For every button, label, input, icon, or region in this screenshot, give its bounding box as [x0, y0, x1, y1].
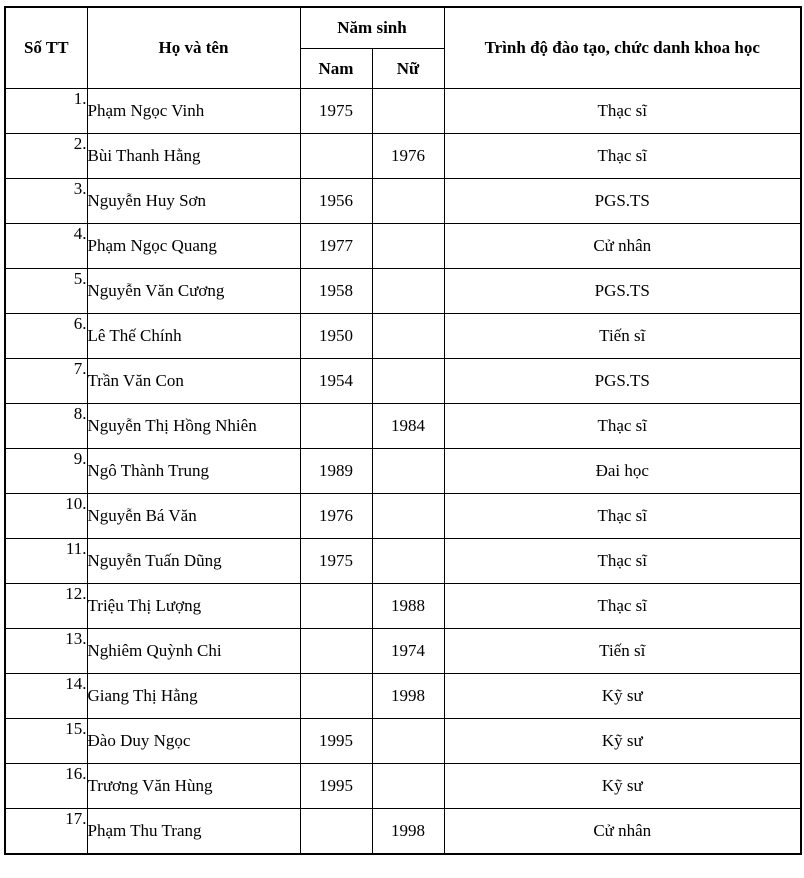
qualification-cell: Tiến sĩ	[444, 629, 801, 674]
row-number-cell: 13.	[5, 629, 87, 674]
row-number-cell: 5.	[5, 269, 87, 314]
qualification-cell: Cử nhân	[444, 809, 801, 854]
birth-year-male-cell: 1989	[300, 449, 372, 494]
table-row	[5, 494, 801, 539]
birth-year-male-cell	[300, 134, 372, 179]
header-qualification: Trình độ đào tạo, chức danh khoa học	[444, 7, 801, 89]
birth-year-male-cell: 1976	[300, 494, 372, 539]
birth-year-male-cell	[300, 629, 372, 674]
birth-year-male-cell: 1956	[300, 179, 372, 224]
qualification-cell: Tiến sĩ	[444, 314, 801, 359]
birth-year-female-cell	[372, 359, 444, 404]
table-row	[5, 674, 801, 719]
birth-year-male-cell: 1975	[300, 539, 372, 584]
row-number-cell: 15.	[5, 719, 87, 764]
birth-year-male-cell	[300, 809, 372, 854]
row-number-cell: 7.	[5, 359, 87, 404]
birth-year-female-cell	[372, 449, 444, 494]
row-number-cell: 17.	[5, 809, 87, 854]
qualification-cell: PGS.TS	[444, 359, 801, 404]
row-number-cell: 1.	[5, 89, 87, 134]
birth-year-male-cell	[300, 404, 372, 449]
table-row	[5, 89, 801, 134]
table-row	[5, 629, 801, 674]
qualification-cell: Thạc sĩ	[444, 584, 801, 629]
table-row	[5, 584, 801, 629]
row-number-cell: 6.	[5, 314, 87, 359]
row-number-cell: 3.	[5, 179, 87, 224]
birth-year-female-cell	[372, 539, 444, 584]
person-name-cell: Ngô Thành Trung	[87, 449, 300, 494]
birth-year-male-cell: 1975	[300, 89, 372, 134]
qualification-cell: Thạc sĩ	[444, 494, 801, 539]
row-number-cell: 10.	[5, 494, 87, 539]
row-number-cell: 9.	[5, 449, 87, 494]
qualification-cell: Thạc sĩ	[444, 134, 801, 179]
birth-year-male-cell: 1954	[300, 359, 372, 404]
person-name-cell: Bùi Thanh Hằng	[87, 134, 300, 179]
birth-year-male-cell: 1995	[300, 764, 372, 809]
table-row	[5, 809, 801, 854]
person-name-cell: Nguyễn Thị Hồng Nhiên	[87, 404, 300, 449]
table-row	[5, 269, 801, 314]
table-header	[5, 7, 801, 89]
table-row	[5, 179, 801, 224]
birth-year-male-cell: 1977	[300, 224, 372, 269]
header-stt: Số TT	[5, 7, 87, 89]
header-female: Nữ	[372, 49, 444, 89]
table-row	[5, 359, 801, 404]
birth-year-female-cell	[372, 89, 444, 134]
table-row	[5, 224, 801, 269]
person-name-cell: Phạm Ngọc Vinh	[87, 89, 300, 134]
row-number-cell: 12.	[5, 584, 87, 629]
staff-table	[4, 6, 802, 855]
table-row	[5, 404, 801, 449]
birth-year-female-cell	[372, 269, 444, 314]
row-number-cell: 2.	[5, 134, 87, 179]
qualification-cell: Đai học	[444, 449, 801, 494]
person-name-cell: Nguyễn Bá Văn	[87, 494, 300, 539]
birth-year-female-cell: 1984	[372, 404, 444, 449]
qualification-cell: Cử nhân	[444, 224, 801, 269]
person-name-cell: Nguyễn Huy Sơn	[87, 179, 300, 224]
birth-year-male-cell: 1958	[300, 269, 372, 314]
person-name-cell: Trương Văn Hùng	[87, 764, 300, 809]
table-row	[5, 449, 801, 494]
person-name-cell: Lê Thế Chính	[87, 314, 300, 359]
birth-year-female-cell	[372, 719, 444, 764]
birth-year-female-cell: 1998	[372, 674, 444, 719]
person-name-cell: Phạm Ngọc Quang	[87, 224, 300, 269]
person-name-cell: Triệu Thị Lượng	[87, 584, 300, 629]
birth-year-female-cell: 1976	[372, 134, 444, 179]
birth-year-female-cell	[372, 764, 444, 809]
qualification-cell: PGS.TS	[444, 179, 801, 224]
birth-year-female-cell: 1988	[372, 584, 444, 629]
person-name-cell: Nghiêm Quỳnh Chi	[87, 629, 300, 674]
birth-year-male-cell: 1950	[300, 314, 372, 359]
header-name: Họ và tên	[87, 7, 300, 89]
birth-year-female-cell	[372, 494, 444, 539]
row-number-cell: 16.	[5, 764, 87, 809]
header-birth-year: Năm sinh	[300, 7, 444, 49]
person-name-cell: Nguyễn Tuấn Dũng	[87, 539, 300, 584]
birth-year-female-cell: 1998	[372, 809, 444, 854]
row-number-cell: 4.	[5, 224, 87, 269]
person-name-cell: Đào Duy Ngọc	[87, 719, 300, 764]
person-name-cell: Nguyễn Văn Cương	[87, 269, 300, 314]
qualification-cell: Kỹ sư	[444, 719, 801, 764]
table-row	[5, 719, 801, 764]
header-row-top	[5, 7, 801, 49]
birth-year-male-cell	[300, 584, 372, 629]
qualification-cell: PGS.TS	[444, 269, 801, 314]
table-body	[5, 89, 801, 854]
table-row	[5, 539, 801, 584]
row-number-cell: 14.	[5, 674, 87, 719]
row-number-cell: 11.	[5, 539, 87, 584]
birth-year-male-cell	[300, 674, 372, 719]
birth-year-female-cell	[372, 314, 444, 359]
row-number-cell: 8.	[5, 404, 87, 449]
birth-year-female-cell	[372, 224, 444, 269]
header-male: Nam	[300, 49, 372, 89]
person-name-cell: Trần Văn Con	[87, 359, 300, 404]
birth-year-female-cell: 1974	[372, 629, 444, 674]
birth-year-female-cell	[372, 179, 444, 224]
table-row	[5, 314, 801, 359]
qualification-cell: Kỹ sư	[444, 764, 801, 809]
person-name-cell: Phạm Thu Trang	[87, 809, 300, 854]
qualification-cell: Thạc sĩ	[444, 539, 801, 584]
qualification-cell: Thạc sĩ	[444, 89, 801, 134]
qualification-cell: Kỹ sư	[444, 674, 801, 719]
table-row	[5, 764, 801, 809]
table-row	[5, 134, 801, 179]
qualification-cell: Thạc sĩ	[444, 404, 801, 449]
birth-year-male-cell: 1995	[300, 719, 372, 764]
person-name-cell: Giang Thị Hằng	[87, 674, 300, 719]
